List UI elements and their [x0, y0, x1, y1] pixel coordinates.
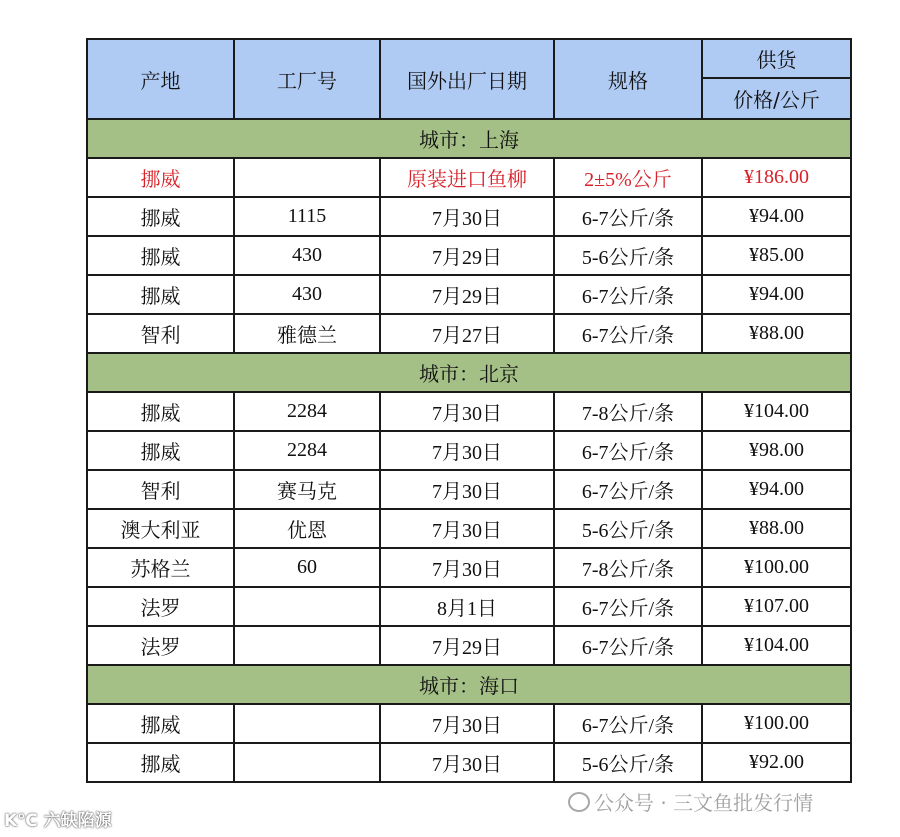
table-body	[87, 119, 851, 782]
cell-date: 7月30日	[380, 704, 554, 743]
cell-spec: 6-7公斤/条	[554, 431, 702, 470]
cell-date: 8月1日	[380, 587, 554, 626]
header-supply: 供货	[702, 39, 851, 78]
cell-spec: 6-7公斤/条	[554, 704, 702, 743]
table-row	[87, 275, 851, 314]
cell-date: 7月29日	[380, 275, 554, 314]
cell-origin: 挪威	[87, 704, 234, 743]
cell-price: ¥100.00	[702, 704, 851, 743]
cell-factory	[234, 158, 380, 197]
cell-spec: 7-8公斤/条	[554, 392, 702, 431]
cell-price: ¥107.00	[702, 587, 851, 626]
cell-origin: 挪威	[87, 743, 234, 782]
cell-factory: 2284	[234, 431, 380, 470]
section-header-row	[87, 119, 851, 158]
cell-date: 7月29日	[380, 236, 554, 275]
cell-factory: 优恩	[234, 509, 380, 548]
cell-factory: 1115	[234, 197, 380, 236]
cell-date: 7月27日	[380, 314, 554, 353]
cell-origin: 挪威	[87, 431, 234, 470]
cell-factory: 赛马克	[234, 470, 380, 509]
cell-spec: 6-7公斤/条	[554, 626, 702, 665]
cell-date: 7月30日	[380, 431, 554, 470]
table-row	[87, 704, 851, 743]
cell-price: ¥98.00	[702, 431, 851, 470]
cell-spec: 7-8公斤/条	[554, 548, 702, 587]
header-origin: 产地	[87, 39, 234, 119]
header-spec: 规格	[554, 39, 702, 119]
cell-origin: 法罗	[87, 626, 234, 665]
cell-price: ¥88.00	[702, 509, 851, 548]
watermark	[568, 787, 813, 816]
cell-origin: 澳大利亚	[87, 509, 234, 548]
cell-origin: 法罗	[87, 587, 234, 626]
cell-factory	[234, 587, 380, 626]
cell-price: ¥100.00	[702, 548, 851, 587]
cell-spec: 6-7公斤/条	[554, 197, 702, 236]
cell-origin: 挪威	[87, 392, 234, 431]
cell-price: ¥104.00	[702, 392, 851, 431]
cell-price: ¥88.00	[702, 314, 851, 353]
table-row	[87, 158, 851, 197]
cell-spec: 2±5%公斤	[554, 158, 702, 197]
cell-price: ¥94.00	[702, 275, 851, 314]
cell-spec: 6-7公斤/条	[554, 587, 702, 626]
cell-price: ¥186.00	[702, 158, 851, 197]
cell-date: 7月30日	[380, 548, 554, 587]
table-header	[87, 39, 851, 119]
cell-price: ¥85.00	[702, 236, 851, 275]
table-row	[87, 431, 851, 470]
cell-spec: 5-6公斤/条	[554, 236, 702, 275]
cell-factory: 2284	[234, 392, 380, 431]
wechat-icon	[568, 792, 590, 812]
section-title: 城市：北京	[87, 353, 851, 392]
cell-origin: 苏格兰	[87, 548, 234, 587]
table-row	[87, 197, 851, 236]
section-title: 城市：海口	[87, 665, 851, 704]
table-row	[87, 626, 851, 665]
watermark-text: 公众号 · 三文鱼批发行情	[594, 791, 814, 815]
section-header-row	[87, 665, 851, 704]
cell-origin: 挪威	[87, 236, 234, 275]
cell-spec: 5-6公斤/条	[554, 509, 702, 548]
cell-origin: 挪威	[87, 197, 234, 236]
cell-date: 7月29日	[380, 626, 554, 665]
cell-factory	[234, 704, 380, 743]
table-row	[87, 587, 851, 626]
cell-spec: 6-7公斤/条	[554, 470, 702, 509]
cell-price: ¥94.00	[702, 197, 851, 236]
cell-origin: 智利	[87, 314, 234, 353]
cell-spec: 6-7公斤/条	[554, 275, 702, 314]
table-row	[87, 392, 851, 431]
cell-date: 原装进口鱼柳	[380, 158, 554, 197]
cell-factory	[234, 626, 380, 665]
header-factory: 工厂号	[234, 39, 380, 119]
table-row	[87, 314, 851, 353]
cell-origin: 挪威	[87, 275, 234, 314]
cell-factory: 430	[234, 275, 380, 314]
cell-date: 7月30日	[380, 392, 554, 431]
cell-factory	[234, 743, 380, 782]
cell-date: 7月30日	[380, 470, 554, 509]
cell-date: 7月30日	[380, 743, 554, 782]
cell-factory: 430	[234, 236, 380, 275]
header-date: 国外出厂日期	[380, 39, 554, 119]
cell-price: ¥94.00	[702, 470, 851, 509]
cell-spec: 6-7公斤/条	[554, 314, 702, 353]
section-header-row	[87, 353, 851, 392]
cell-origin: 智利	[87, 470, 234, 509]
cell-factory: 雅德兰	[234, 314, 380, 353]
cell-spec: 5-6公斤/条	[554, 743, 702, 782]
cell-date: 7月30日	[380, 509, 554, 548]
table-row	[87, 236, 851, 275]
cell-price: ¥104.00	[702, 626, 851, 665]
header-price: 价格/公斤	[702, 78, 851, 119]
corner-watermark: K℃ 六缺陷源	[4, 811, 112, 831]
table-row	[87, 548, 851, 587]
section-title: 城市：上海	[87, 119, 851, 158]
table-row	[87, 743, 851, 782]
cell-origin: 挪威	[87, 158, 234, 197]
table-row	[87, 509, 851, 548]
cell-date: 7月30日	[380, 197, 554, 236]
cell-price: ¥92.00	[702, 743, 851, 782]
table-row	[87, 470, 851, 509]
price-table	[86, 38, 852, 783]
cell-factory: 60	[234, 548, 380, 587]
